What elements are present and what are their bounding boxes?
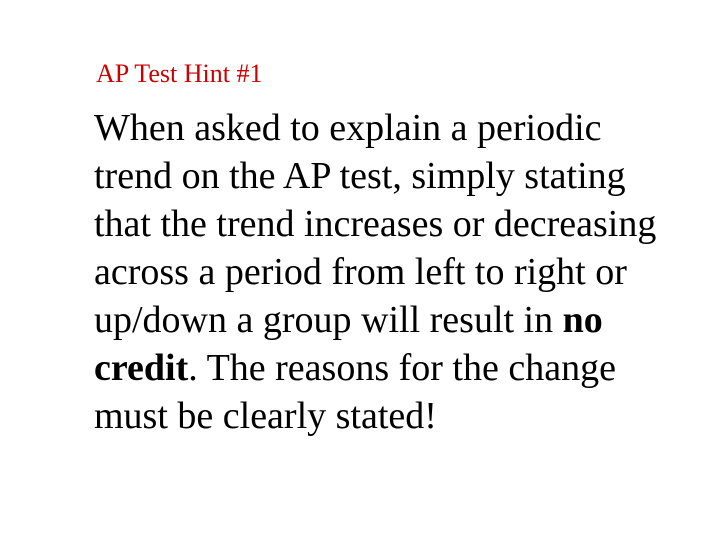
slide-body xyxy=(94,104,684,440)
body-emphasis-no-credit: no credit xyxy=(94,299,603,389)
body-text-part-2: . The reasons for the change must be clearly stated! xyxy=(94,347,616,437)
slide-title: AP Test Hint #1 xyxy=(96,59,263,88)
body-text-part-1: When asked to explain a periodic trend on the AP test, simply stating that the trend increases or decreasing across a period from left to right or up/down a group will result in xyxy=(94,107,657,341)
